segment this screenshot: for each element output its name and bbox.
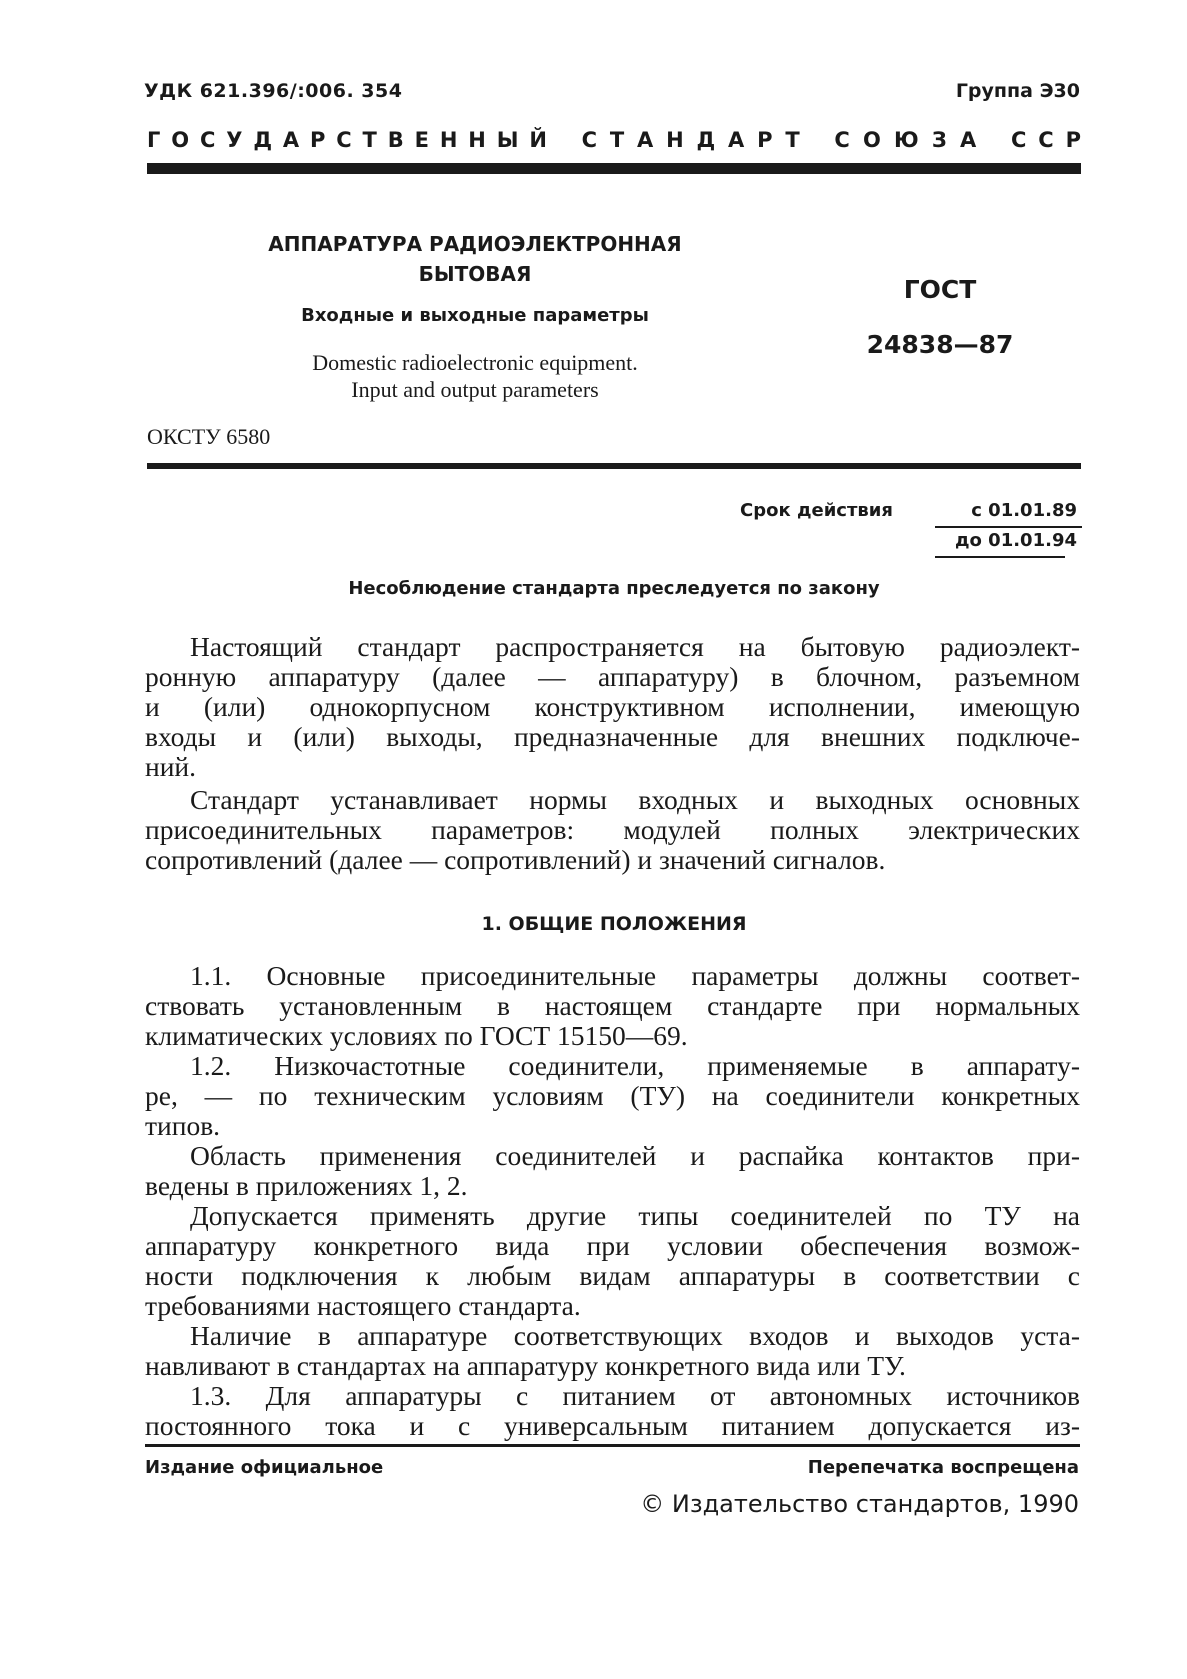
banner-word-3: С О Ю З А — [834, 128, 977, 152]
udk-code: УДК 621.396/:006. 354 — [144, 80, 403, 102]
title-divider — [147, 463, 1081, 469]
intro-block — [145, 632, 1080, 782]
text-line: Допускается применять другие типы соединителей по ТУ на — [190, 1200, 1080, 1231]
clause-1-2 — [145, 1051, 1080, 1141]
footer-divider — [145, 1444, 1080, 1447]
text-line: Стандарт устанавливает нормы входных и выходных основных — [190, 784, 1080, 815]
text-line: климатических условиях по ГОСТ 15150—69. — [145, 1020, 688, 1051]
paragraph-area — [145, 1141, 1080, 1201]
text-line: ний. — [145, 751, 197, 782]
paragraph-presence — [145, 1321, 1080, 1381]
group-code: Группа Э30 — [955, 80, 1080, 102]
gost-number: 24838—87 — [866, 330, 1014, 359]
paragraph-allowed — [145, 1201, 1080, 1321]
text-line: типов. — [145, 1110, 221, 1141]
text-line: ведены в приложениях 1, 2. — [145, 1170, 468, 1201]
legal-notice: Несоблюдение стандарта преследуется по закону — [348, 578, 880, 599]
text-line: Наличие в аппаратуре соответствующих входов и выходов уста- — [190, 1320, 1080, 1351]
banner-word-2: С Т А Н Д А Р Т — [581, 128, 800, 152]
intro-block-2 — [145, 785, 1080, 875]
text-line: ствовать установленным в настоящем стандарте при нормальных — [145, 990, 1080, 1021]
intro-paragraph-1 — [145, 632, 1080, 782]
text-line: ре, — по техническим условиям (ТУ) на соединители конкретных — [145, 1080, 1080, 1111]
header-divider — [147, 163, 1081, 174]
section-heading: 1. ОБЩИЕ ПОЛОЖЕНИЯ — [481, 913, 747, 935]
text-line: навливают в стандартах на аппаратуру конкретного вида или ТУ. — [145, 1350, 906, 1381]
text-line: ности подключения к любым видам аппаратуры в соответствии с — [145, 1260, 1080, 1291]
validity-from: с 01.01.89 — [971, 500, 1077, 521]
document-title-line-2: БЫТОВАЯ — [418, 262, 532, 286]
english-title-line-2: Input and output parameters — [351, 377, 599, 402]
text-line: 1.1. Основные присоединительные параметры должны соответ- — [190, 960, 1080, 991]
official-edition-note: Издание официальное — [145, 1457, 384, 1478]
section-1-body — [145, 961, 1080, 1441]
banner-word-1: Г О С У Д А Р С Т В Е Н Н Ы Й — [147, 128, 547, 152]
banner-word-4: С С Р — [1010, 128, 1081, 152]
reprint-prohibited-note: Перепечатка воспрещена — [807, 1457, 1079, 1478]
validity-underline-2 — [935, 556, 1065, 558]
gost-label: ГОСТ — [903, 275, 977, 304]
text-line: 1.2. Низкочастотные соединители, применяемые в аппарату- — [190, 1050, 1080, 1081]
text-line: 1.3. Для аппаратуры с питанием от автономных источников — [190, 1380, 1080, 1411]
text-line: ронную аппаратуру (далее — аппаратуру) в блочном, разъемном — [145, 661, 1080, 692]
state-standard-banner — [147, 128, 1081, 152]
document-subtitle: Входные и выходные параметры — [301, 305, 649, 326]
text-line: присоединительных параметров: модулей полных электрических — [145, 814, 1080, 845]
text-line: требованиями настоящего стандарта. — [145, 1290, 581, 1321]
text-line: постоянного тока и с универсальным питанием допускается из- — [145, 1410, 1080, 1441]
text-line: аппаратуру конкретного вида при условии обеспечения возмож- — [145, 1230, 1080, 1261]
clause-1-1 — [145, 961, 1080, 1051]
text-line: Настоящий стандарт распространяется на бытовую радиоэлект- — [190, 631, 1080, 662]
text-line: входы и (или) выходы, предназначенные для внешних подключе- — [145, 721, 1080, 752]
text-line: и (или) однокорпусном конструктивном исполнении, имеющую — [145, 691, 1080, 722]
clause-1-3 — [145, 1381, 1080, 1441]
text-line: Область применения соединителей и распайка контактов при- — [190, 1140, 1080, 1171]
okstu-code: ОКСТУ 6580 — [147, 424, 271, 449]
validity-to: до 01.01.94 — [955, 530, 1077, 551]
document-title-line-1: АППАРАТУРА РАДИОЭЛЕКТРОННАЯ — [268, 232, 682, 256]
intro-paragraph-2 — [145, 785, 1080, 875]
validity-label: Срок действия — [740, 500, 893, 521]
english-title-line-1: Domestic radioelectronic equipment. — [312, 350, 638, 375]
text-line: сопротивлений (далее — сопротивлений) и значений сигналов. — [145, 844, 886, 875]
validity-underline-1 — [935, 526, 1082, 528]
copyright-notice: © Издательство стандартов, 1990 — [640, 1490, 1079, 1518]
